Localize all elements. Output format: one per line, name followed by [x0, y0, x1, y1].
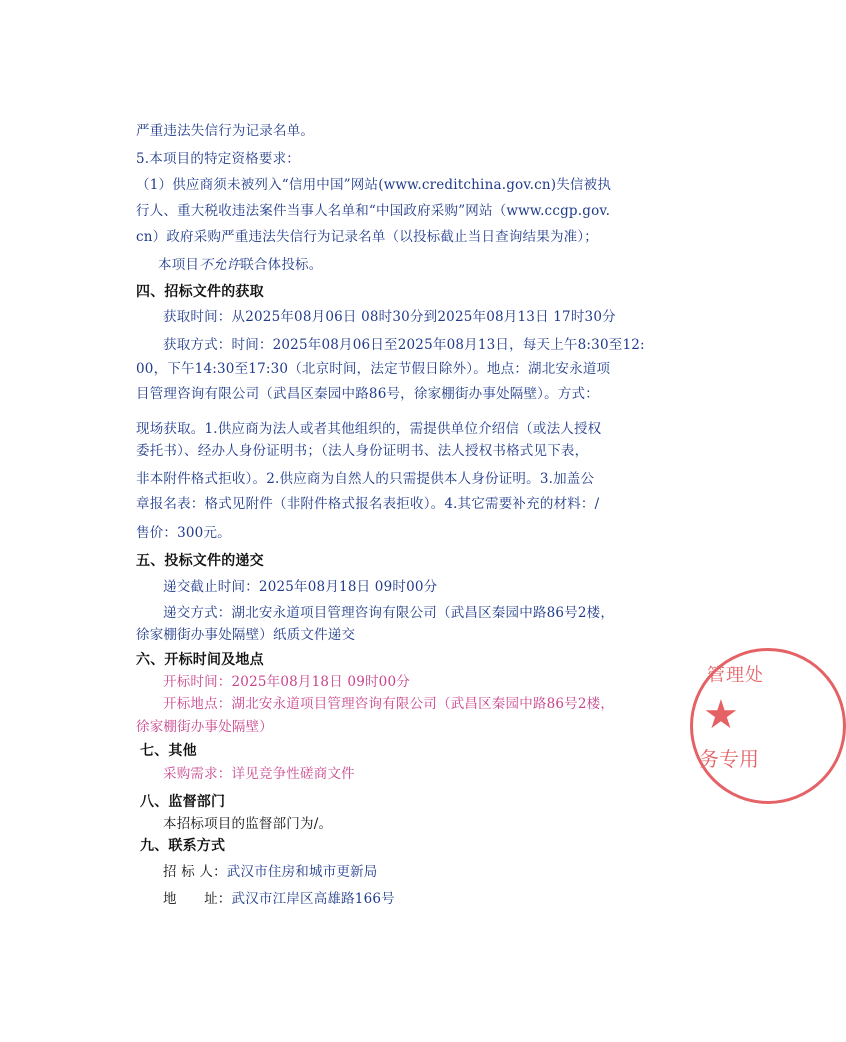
- text-line: 现场获取。1.供应商为法人或者其他组织的，需提供单位介绍信（或法人授权: [136, 421, 602, 437]
- contact-row: [163, 890, 395, 908]
- seal-text-top: 管理处: [707, 665, 764, 686]
- text-line: 递交方式：湖北安永道项目管理咨询有限公司（武昌区秦园中路86号2楼，: [163, 605, 615, 621]
- section-heading: 八、监督部门: [140, 794, 226, 810]
- text-line: 售价：300元。: [136, 525, 231, 541]
- section-heading: 七、其他: [140, 743, 197, 759]
- field-label: 招 标 人：: [163, 864, 227, 880]
- text-line: 本招标项目的监督部门为/。: [163, 816, 333, 832]
- official-seal: [690, 648, 846, 804]
- field-value: 武汉市住房和城市更新局: [226, 864, 378, 880]
- section-heading: 五、投标文件的递交: [136, 553, 264, 569]
- field-value: 武汉市江岸区高雄路166号: [231, 891, 395, 907]
- text-line: 非本附件格式拒收）。2.供应商为自然人的只需提供本人身份证明。3.加盖公: [136, 471, 595, 487]
- text-line: 00，下午14:30至17:30（北京时间，法定节假日除外）。地点：湖北安永道项: [136, 361, 611, 377]
- text-line: （1）供应商须未被列入“信用中国”网站(www.creditchina.gov.cn)失信被执: [136, 177, 612, 193]
- section-heading: 九、联系方式: [140, 838, 226, 854]
- text-line: 委托书）、经办人身份证明书；（法人身份证明书、法人授权书格式见下表，: [136, 443, 589, 459]
- text-fragment: 本项目: [158, 257, 200, 273]
- text-line: 章报名表：格式见附件（非附件格式报名表拒收）。4.其它需要补充的材料：/: [136, 496, 600, 512]
- text-line: 采购需求：详见竞争性磋商文件: [163, 766, 355, 782]
- text-line: 开标地点：湖北安永道项目管理咨询有限公司（武昌区秦园中路86号2楼，: [163, 696, 615, 712]
- section-heading: 四、招标文件的获取: [136, 284, 264, 300]
- text-line: 目管理咨询有限公司（武昌区秦园中路86号，徐家棚街办事处隔壁）。方式：: [136, 386, 599, 402]
- text-line: 获取时间：从2025年08月06日 08时30分到2025年08月13日 17时30分: [163, 309, 616, 325]
- seal-text-bottom: 务专用: [699, 747, 759, 771]
- emphasis-text: 不允许: [199, 257, 241, 273]
- text-line: 行人、重大税收违法案件当事人名单和“中国政府采购”网站（www.ccgp.gov.: [136, 203, 611, 219]
- text-line: 获取方式：时间：2025年08月06日至2025年08月13日，每天上午8:30至12:: [163, 337, 645, 353]
- field-label: 地 址：: [163, 891, 232, 907]
- text-line: 开标时间：2025年08月18日 09时00分: [163, 674, 410, 690]
- text-line: 递交截止时间：2025年08月18日 09时00分: [163, 579, 438, 595]
- contact-row: [163, 863, 378, 881]
- text-line: 5.本项目的特定资格要求：: [136, 151, 300, 167]
- section-heading: 六、开标时间及地点: [136, 652, 264, 668]
- text-fragment: 联合体投标。: [240, 257, 323, 273]
- text-line: 严重违法失信行为记录名单。: [136, 123, 315, 139]
- text-line: 徐家棚街办事处隔壁）纸质文件递交: [136, 627, 356, 643]
- text-line: cn）政府采购严重违法失信行为记录名单（以投标截止当日查询结果为准）；: [136, 229, 599, 245]
- star-icon: ★: [703, 692, 739, 738]
- text-line: [158, 256, 322, 274]
- text-line: 徐家棚街办事处隔壁）: [136, 719, 273, 735]
